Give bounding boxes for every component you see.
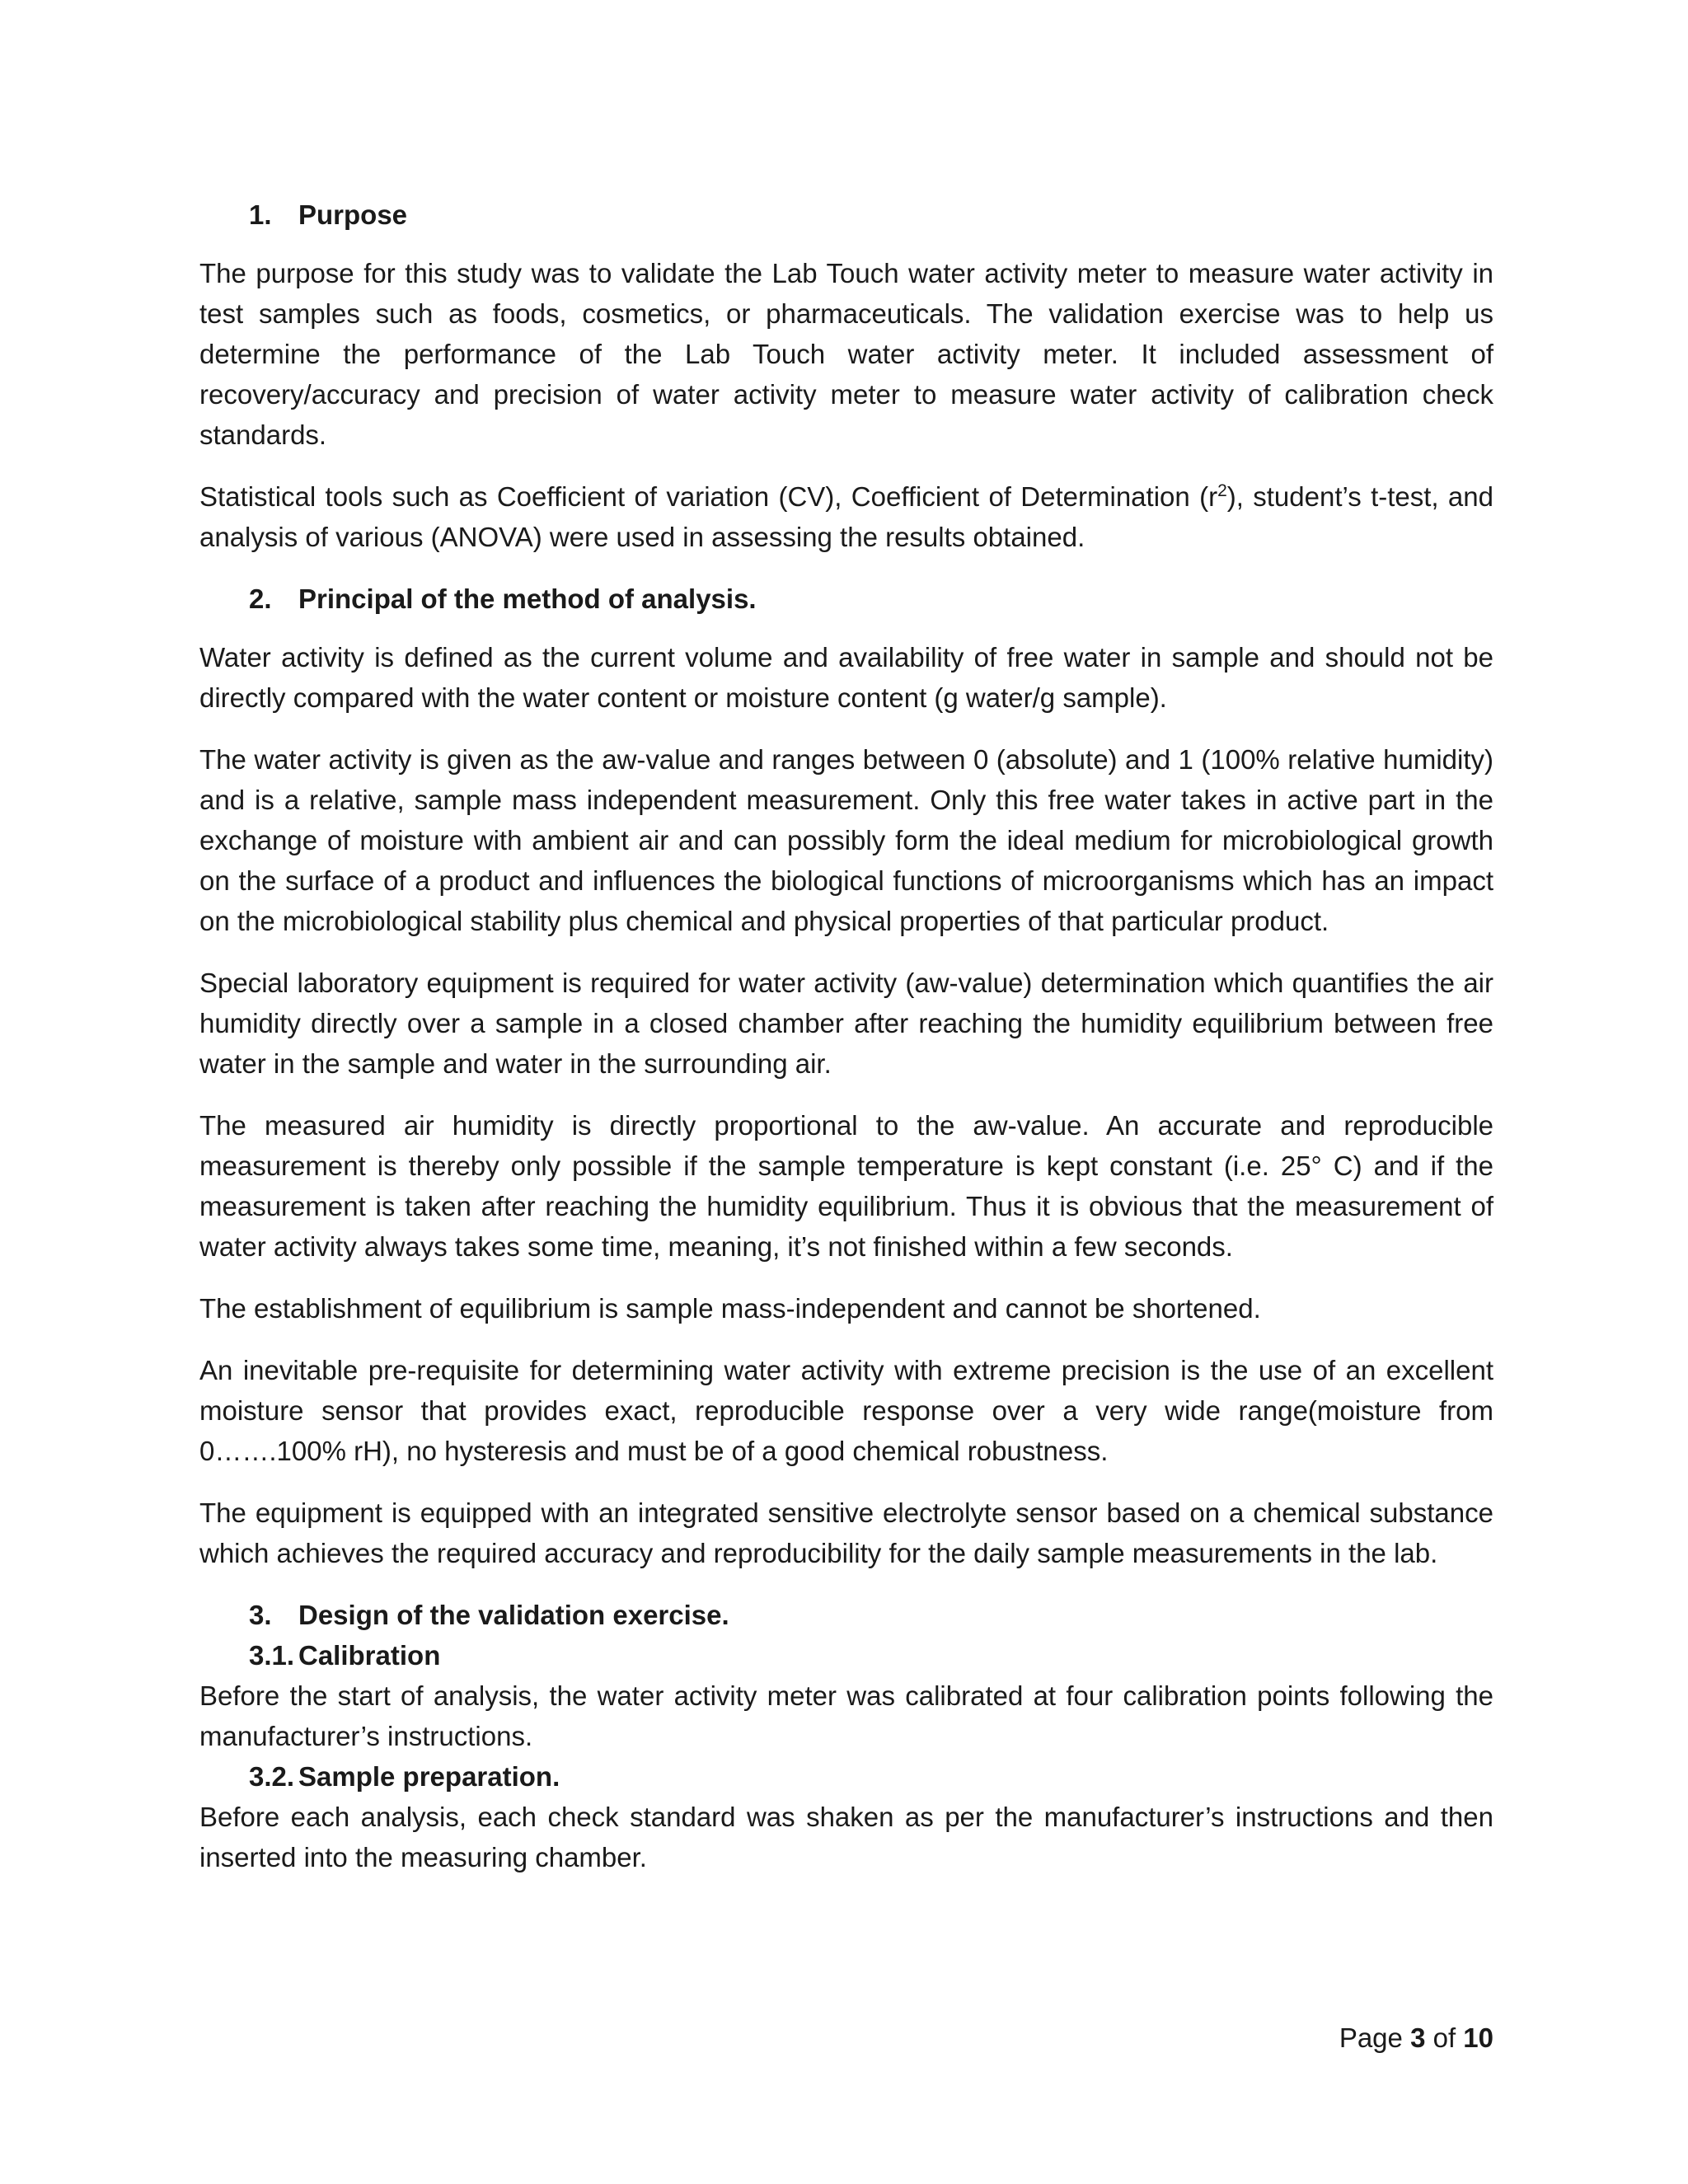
page-total: 10 [1463,2022,1493,2053]
paragraph-principal-2: The water activity is given as the aw-value and ranges between 0 (absolute) and 1 (100% relative humidity) and is a relative, sample mass independent measurement. Only this free water takes in active part in the exchange of moisture with ambient air and can possibly form the ideal medium for microbiological growth on the surface of a product and influences the biological functions of microorganisms which has an impact on the microbiological stability plus chemical and physical properties of that particular product. [199,744,1493,936]
page-number [1339,2018,1493,2058]
section-title: Purpose [298,199,408,230]
subsection-heading-calibration [249,1635,1493,1675]
page-middle: of [1425,2022,1464,2053]
paragraph-sample-preparation: Before each analysis, each check standard was shaken as per the manufacturer’s instructions and then inserted into the measuring chamber. [199,1802,1493,1872]
section-number: 3. [249,1600,272,1630]
paragraph-principal-1: Water activity is defined as the current volume and availability of free water in sample and should not be directly compared with the water content or moisture content (g water/g sample). [199,642,1493,713]
superscript: 2 [1217,481,1227,500]
section-number: 1. [249,199,272,230]
subsection-number: 3.1. [249,1640,295,1671]
paragraph-purpose-1: The purpose for this study was to validate the Lab Touch water activity meter to measure water activity in test samples such as foods, cosmetics, or pharmaceuticals. The validation exercise was to help us determine the performance of the Lab Touch water activity meter. It included assessment of recovery/accuracy and precision of water activity meter to measure water activity of calibration check standards. [199,258,1493,450]
subsection-title: Calibration [298,1640,441,1671]
paragraph-text: Statistical tools such as Coefficient of variation (CV), Coefficient of Determination (r [199,481,1218,512]
subsection-title: Sample preparation. [298,1761,560,1792]
section-number: 2. [249,583,272,614]
paragraph-principal-5: The establishment of equilibrium is sample mass-independent and cannot be shortened. [199,1293,1261,1324]
paragraph-principal-7: The equipment is equipped with an integrated sensitive electrolyte sensor based on a chemical substance which achieves the required accuracy and reproducibility for the daily sample measurements in the lab. [199,1497,1493,1568]
document-body [199,194,1493,1877]
subsection-heading-sample-preparation [249,1756,1493,1797]
subsection-number: 3.2. [249,1761,295,1792]
paragraph-text: ), student’s t-test, and analysis of various (ANOVA) were used in assessing the results obtained. [199,481,1493,552]
paragraph-principal-4: The measured air humidity is directly proportional to the aw-value. An accurate and reproducible measurement is thereby only possible if the sample temperature is kept constant (i.e. 25° C) and if the measurement is taken after reaching the humidity equilibrium. Thus it is obvious that the measurement of water activity always takes some time, meaning, it’s not finished within a few seconds. [199,1110,1493,1262]
section-title: Design of the validation exercise. [298,1600,729,1630]
page-prefix: Page [1339,2022,1411,2053]
section-heading-principal [249,579,1493,619]
paragraph-principal-3: Special laboratory equipment is required for water activity (aw-value) determination which quantifies the air humidity directly over a sample in a closed chamber after reaching the humidity equilibrium between free water in the sample and water in the surrounding air. [199,968,1493,1079]
paragraph-principal-6: An inevitable pre-requisite for determining water activity with extreme precision is the use of an excellent moisture sensor that provides exact, reproducible response over a very wide range(moisture from 0…….100% rH), no hysteresis and must be of a good chemical robustness. [199,1355,1493,1466]
section-heading-purpose [249,194,1493,235]
page-current: 3 [1410,2022,1426,2053]
section-title: Principal of the method of analysis. [298,583,757,614]
paragraph-calibration: Before the start of analysis, the water activity meter was calibrated at four calibration points following the manufacturer’s instructions. [199,1680,1493,1751]
paragraph-purpose-2 [199,476,1493,557]
section-heading-design [249,1595,1493,1635]
